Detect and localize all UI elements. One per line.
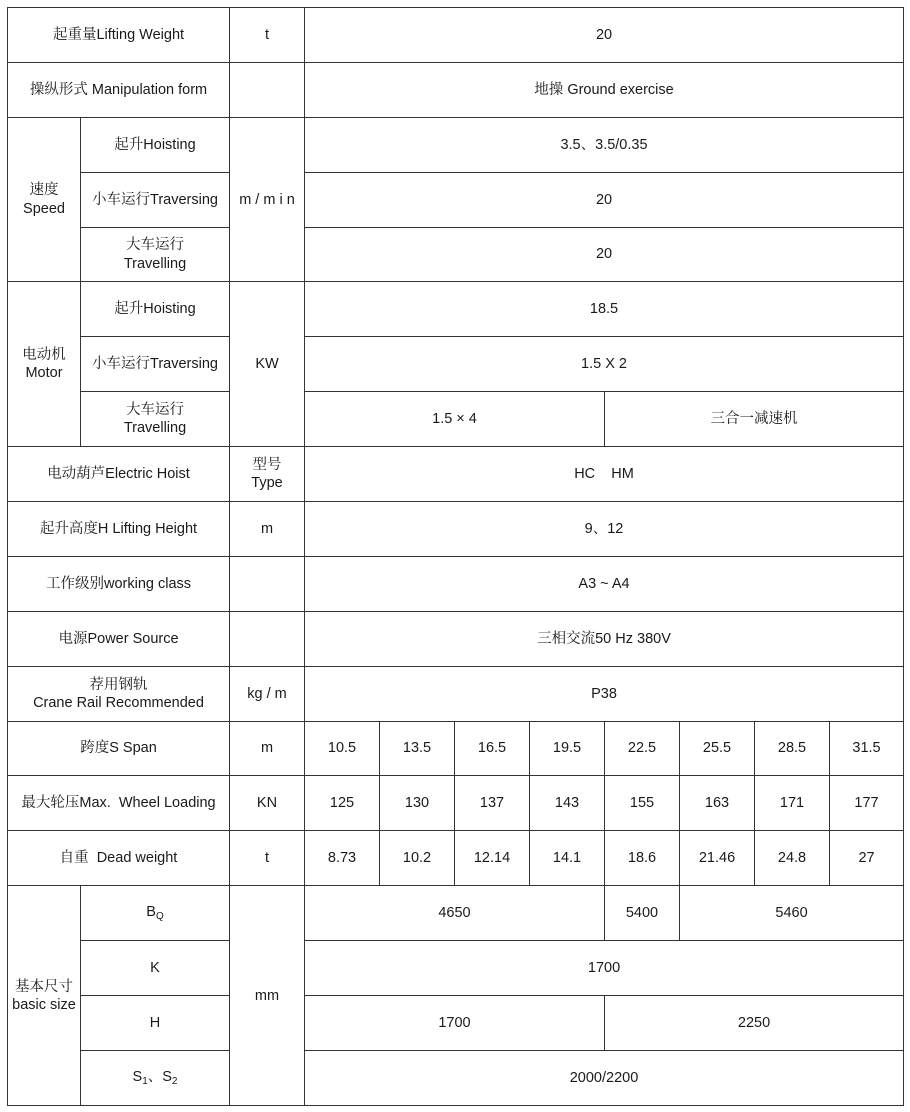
unit-span: m [230, 721, 305, 776]
label-motor-travelling [81, 392, 230, 447]
label-lifting-weight: 起重量Lifting Weight [8, 8, 230, 63]
dead-weight-value: 8.73 [305, 831, 380, 886]
label-motor-travelling-en: Travelling [123, 420, 187, 437]
label-motor-travelling-cn: 大车运行 [126, 402, 184, 419]
label-s [81, 1050, 230, 1105]
dead-weight-value: 10.2 [380, 831, 455, 886]
value-power-source: 三相交流50 Hz 380V [305, 611, 904, 666]
row-dead-weight [8, 831, 904, 886]
unit-crane-rail: kg / m [230, 666, 305, 721]
unit-lifting-height: m [230, 502, 305, 557]
label-span: 跨度S Span [8, 721, 230, 776]
label-crane-rail [8, 666, 230, 721]
label-motor-hoisting: 起升Hoisting [81, 282, 230, 337]
value-speed-travelling: 20 [305, 227, 904, 282]
label-electric-hoist: 电动葫芦Electric Hoist [8, 447, 230, 502]
label-bq [81, 886, 230, 941]
value-electric-hoist: HC HM [305, 447, 904, 502]
label-motor-traversing: 小车运行Traversing [81, 337, 230, 392]
label-speed-hoisting: 起升Hoisting [81, 117, 230, 172]
value-lifting-height: 9、12 [305, 502, 904, 557]
label-speed-cn: 速度 [29, 182, 59, 199]
row-wheel-loading [8, 776, 904, 831]
label-crane-rail-en: Crane Rail Recommended [33, 694, 204, 711]
wheel-loading-value: 163 [680, 776, 755, 831]
label-s2-sub: 2 [171, 1075, 178, 1087]
unit-power-source [230, 611, 305, 666]
value-h-1: 1700 [305, 996, 605, 1051]
label-speed-en: Speed [23, 200, 65, 217]
span-value: 13.5 [380, 721, 455, 776]
label-speed-travelling [81, 227, 230, 282]
note-motor-travelling: 三合一减速机 [605, 392, 904, 447]
label-dead-weight: 自重 Dead weight [8, 831, 230, 886]
value-lifting-weight: 20 [305, 8, 904, 63]
unit-motor: KW [230, 282, 305, 447]
dead-weight-value: 21.46 [680, 831, 755, 886]
crane-spec-table [7, 7, 904, 1106]
value-motor-travelling: 1.5 × 4 [305, 392, 605, 447]
row-basic-size-s [8, 1050, 904, 1105]
dead-weight-value: 12.14 [455, 831, 530, 886]
label-motor-en: Motor [25, 365, 63, 382]
value-bq-3: 5460 [680, 886, 904, 941]
value-s: 2000/2200 [305, 1050, 904, 1105]
span-value: 28.5 [755, 721, 830, 776]
span-value: 19.5 [530, 721, 605, 776]
wheel-loading-value: 177 [830, 776, 904, 831]
row-manipulation-form [8, 62, 904, 117]
wheel-loading-value: 143 [530, 776, 605, 831]
row-motor-traversing [8, 337, 904, 392]
row-lifting-weight [8, 8, 904, 63]
value-motor-traversing: 1.5 X 2 [305, 337, 904, 392]
value-manipulation-form: 地操 Ground exercise [305, 62, 904, 117]
label-crane-rail-cn: 荐用钢轨 [89, 676, 148, 693]
label-power-source: 电源Power Source [8, 611, 230, 666]
unit-basic-size: mm [230, 886, 305, 1106]
dead-weight-value: 24.8 [755, 831, 830, 886]
wheel-loading-value: 137 [455, 776, 530, 831]
unit-wheel-loading: KN [230, 776, 305, 831]
value-crane-rail: P38 [305, 666, 904, 721]
row-basic-size-h [8, 996, 904, 1051]
row-motor-hoisting [8, 282, 904, 337]
unit-electric-hoist-cn: 型号 [252, 456, 282, 473]
label-k: K [81, 941, 230, 996]
span-value: 22.5 [605, 721, 680, 776]
label-speed-travelling-en: Travelling [123, 255, 187, 272]
label-bq-main: B [146, 903, 156, 920]
row-power-source [8, 611, 904, 666]
row-span [8, 721, 904, 776]
value-speed-hoisting: 3.5、3.5/0.35 [305, 117, 904, 172]
label-speed-travelling-cn: 大车运行 [126, 237, 184, 254]
dead-weight-value: 18.6 [605, 831, 680, 886]
label-manipulation-form: 操纵形式 Manipulation form [8, 62, 230, 117]
label-speed-traversing: 小车运行Traversing [81, 172, 230, 227]
value-k: 1700 [305, 941, 904, 996]
unit-speed: m / m i n [230, 117, 305, 282]
label-s2: S [162, 1068, 172, 1085]
row-electric-hoist [8, 447, 904, 502]
label-s1: S [132, 1068, 143, 1085]
value-h-2: 2250 [605, 996, 904, 1051]
label-basic-size-cn: 基本尺寸 [15, 978, 73, 995]
unit-manipulation-form [230, 62, 305, 117]
span-value: 25.5 [680, 721, 755, 776]
row-lifting-height [8, 502, 904, 557]
value-bq-1: 4650 [305, 886, 605, 941]
row-motor-travelling [8, 392, 904, 447]
span-value: 10.5 [305, 721, 380, 776]
label-basic-size [8, 886, 81, 1106]
unit-electric-hoist-en: Type [251, 475, 283, 492]
label-working-class: 工作级别working class [8, 556, 230, 611]
unit-working-class [230, 556, 305, 611]
row-basic-size-k [8, 941, 904, 996]
dead-weight-value: 27 [830, 831, 904, 886]
unit-dead-weight: t [230, 831, 305, 886]
label-wheel-loading: 最大轮压Max. Wheel Loading [8, 776, 230, 831]
dead-weight-value: 14.1 [530, 831, 605, 886]
value-speed-traversing: 20 [305, 172, 904, 227]
unit-lifting-weight: t [230, 8, 305, 63]
value-bq-2: 5400 [605, 886, 680, 941]
label-basic-size-en: basic size [12, 996, 76, 1013]
label-motor [8, 282, 81, 447]
wheel-loading-value: 125 [305, 776, 380, 831]
label-lifting-height: 起升高度H Lifting Height [8, 502, 230, 557]
wheel-loading-value: 171 [755, 776, 830, 831]
row-basic-size-bq [8, 886, 904, 941]
row-speed-traversing [8, 172, 904, 227]
row-crane-rail [8, 666, 904, 721]
row-speed-travelling [8, 227, 904, 282]
row-speed-hoisting [8, 117, 904, 172]
label-s1-sub: 1 [142, 1075, 148, 1087]
value-working-class: A3 ~ A4 [305, 556, 904, 611]
span-value: 31.5 [830, 721, 904, 776]
label-motor-cn: 电动机 [22, 347, 66, 364]
unit-electric-hoist [230, 447, 305, 502]
wheel-loading-value: 155 [605, 776, 680, 831]
label-s-sep: 、 [147, 1068, 163, 1085]
row-working-class [8, 556, 904, 611]
wheel-loading-value: 130 [380, 776, 455, 831]
value-motor-hoisting: 18.5 [305, 282, 904, 337]
label-speed [8, 117, 81, 282]
label-h: H [81, 996, 230, 1051]
label-bq-sub: Q [155, 910, 164, 922]
span-value: 16.5 [455, 721, 530, 776]
